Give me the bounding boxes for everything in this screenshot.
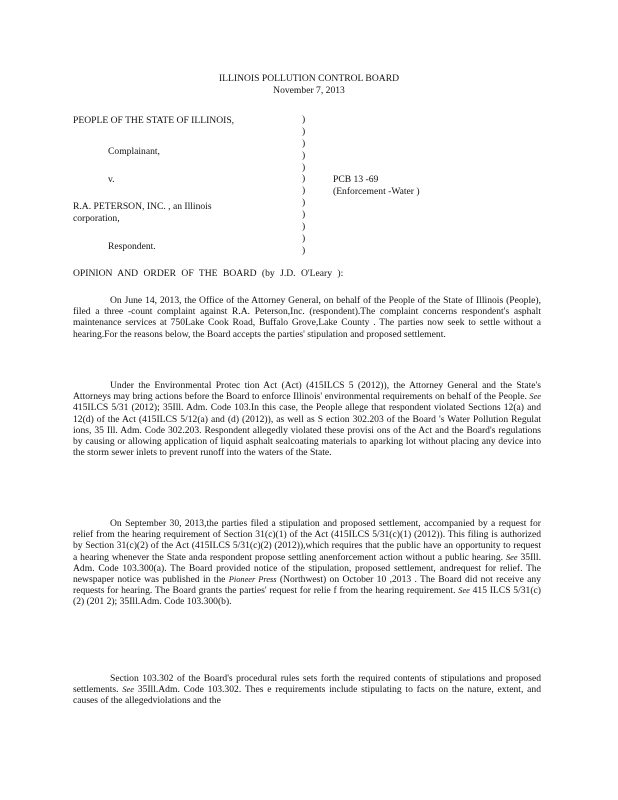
caption-paren: ) (302, 125, 306, 137)
paragraph-3 (73, 518, 541, 608)
paragraph-1: On June 14, 2013, the Office of the Attorney General, on behalf of the People of the State of Illinois (People), filed a three -count complaint against R.A. Peterson,Inc. (respondent).The complaint concerns respondent's asphalt maintenance services at 750Lake Cook Road, Buffalo Grove,Lake County . The parties now seek to settle without a hearing.For the reasons below, the Board accepts the parties' stipulation and proposed settlement. (73, 295, 541, 340)
caption-paren: ) (302, 173, 306, 185)
paragraph-2 (73, 380, 541, 458)
caption-paren: ) (302, 244, 306, 256)
caption-parentheses (302, 114, 312, 257)
plaintiff-name: PEOPLE OF THE STATE OF ILLINOIS, (73, 115, 235, 126)
board-name: ILLINOIS POLLUTION CONTROL BOARD (218, 73, 400, 84)
caption-paren: ) (302, 161, 306, 173)
versus-label: v. (108, 174, 115, 185)
citation-signal: See (122, 685, 134, 695)
caption-paren: ) (302, 232, 306, 244)
caption-paren: ) (302, 197, 306, 209)
caption-paren: ) (302, 114, 306, 125)
paragraph-text: 415 ILCS 5/31(c)(2) (201 2); 35Ill.Adm. Code 103.300(b). (73, 585, 541, 608)
newspaper-title: Pioneer Press (228, 575, 277, 585)
citation-signal: See (529, 392, 541, 402)
respondent-label: Respondent. (108, 241, 156, 252)
caption-paren: ) (302, 185, 306, 197)
paragraph-text: (Northwest) on October 10 ,2013 . The Board did not receive any requests for hearing. The Board grants the parties' request for relie f from the hearing requirement. (73, 574, 541, 597)
paragraph-text: Under the Environmental Protec tion Act (Act) (415ILCS 5 (2012)), the Attorney General and the State's Attorneys may bring actions before the Board to enforce Illinois' environmental requirements on behalf of the People. (73, 380, 541, 403)
paragraph-text: 35Ill. Adm. Code 103.300(a). The Board provided notice of the stipulation, proposed settlement, andrequest for relief. The newspaper notice was published in the (73, 551, 541, 586)
paragraph-text: 415ILCS 5/31 (2012); 35Ill. Adm. Code 103.In this case, the People allege that respondent violated Sections 12(a) and 12(d) of the Act (415ILCS 5/12(a) and (d) (2012)), as well as S ection 302.203 of the Board 's Water Pollution Regulat ions, 35 Ill. Adm. Code 302.203. Respondent allegedly violated these provisi ons of the Act and the Board's regulations by causing or allowing application of liquid asphalt sealcoating materials to aparking lot without placing any device into the storm sewer inlets to prevent runoff into the waters of the State. (73, 402, 541, 459)
complainant-label: Complainant, (108, 146, 160, 157)
paragraph-text: On September 30, 2013,the parties filed a stipulation and proposed settlement, accompanied by a request for relief from the hearing requirement of Section 31(c)(1) of the Act (415ILCS 5/31(c)(1) (2012)). This filing is authorized by Section 31(c)(2) of the Act (415ILCS 5/31(c)(2) (2012)),which requires that the public have an opportunity to request a hearing whenever the State anda respondent propose settling anenforcement action without a public hearing. (73, 518, 541, 563)
citation-signal: See (505, 552, 518, 562)
respondent-name-line2: corporation, (73, 213, 120, 224)
caption-paren: ) (302, 137, 306, 149)
caption-paren: ) (302, 149, 306, 161)
caption-paren: ) (302, 209, 306, 221)
citation-signal: See (458, 586, 470, 596)
opinion-heading: OPINION AND ORDER OF THE BOARD (by J.D. O'Leary ): (73, 268, 344, 279)
caption-paren: ) (302, 221, 306, 233)
case-number: PCB 13 -69 (333, 174, 379, 185)
paragraph-text: 35Ill.Adm. Code 103.302. Thes e requirements include stipulating to facts on the nature, extent, and causes of the allegedviolations and the (73, 684, 541, 707)
paragraph-4 (73, 673, 541, 707)
paragraph-text: Section 103.302 of the Board's procedural rules sets forth the required contents of stipulations and proposed settlements. (73, 673, 541, 696)
respondent-name-line1: R.A. PETERSON, INC. , an Illinois (73, 201, 212, 212)
decision-date: November 7, 2013 (273, 85, 345, 96)
case-type: (Enforcement -Water ) (333, 186, 420, 197)
